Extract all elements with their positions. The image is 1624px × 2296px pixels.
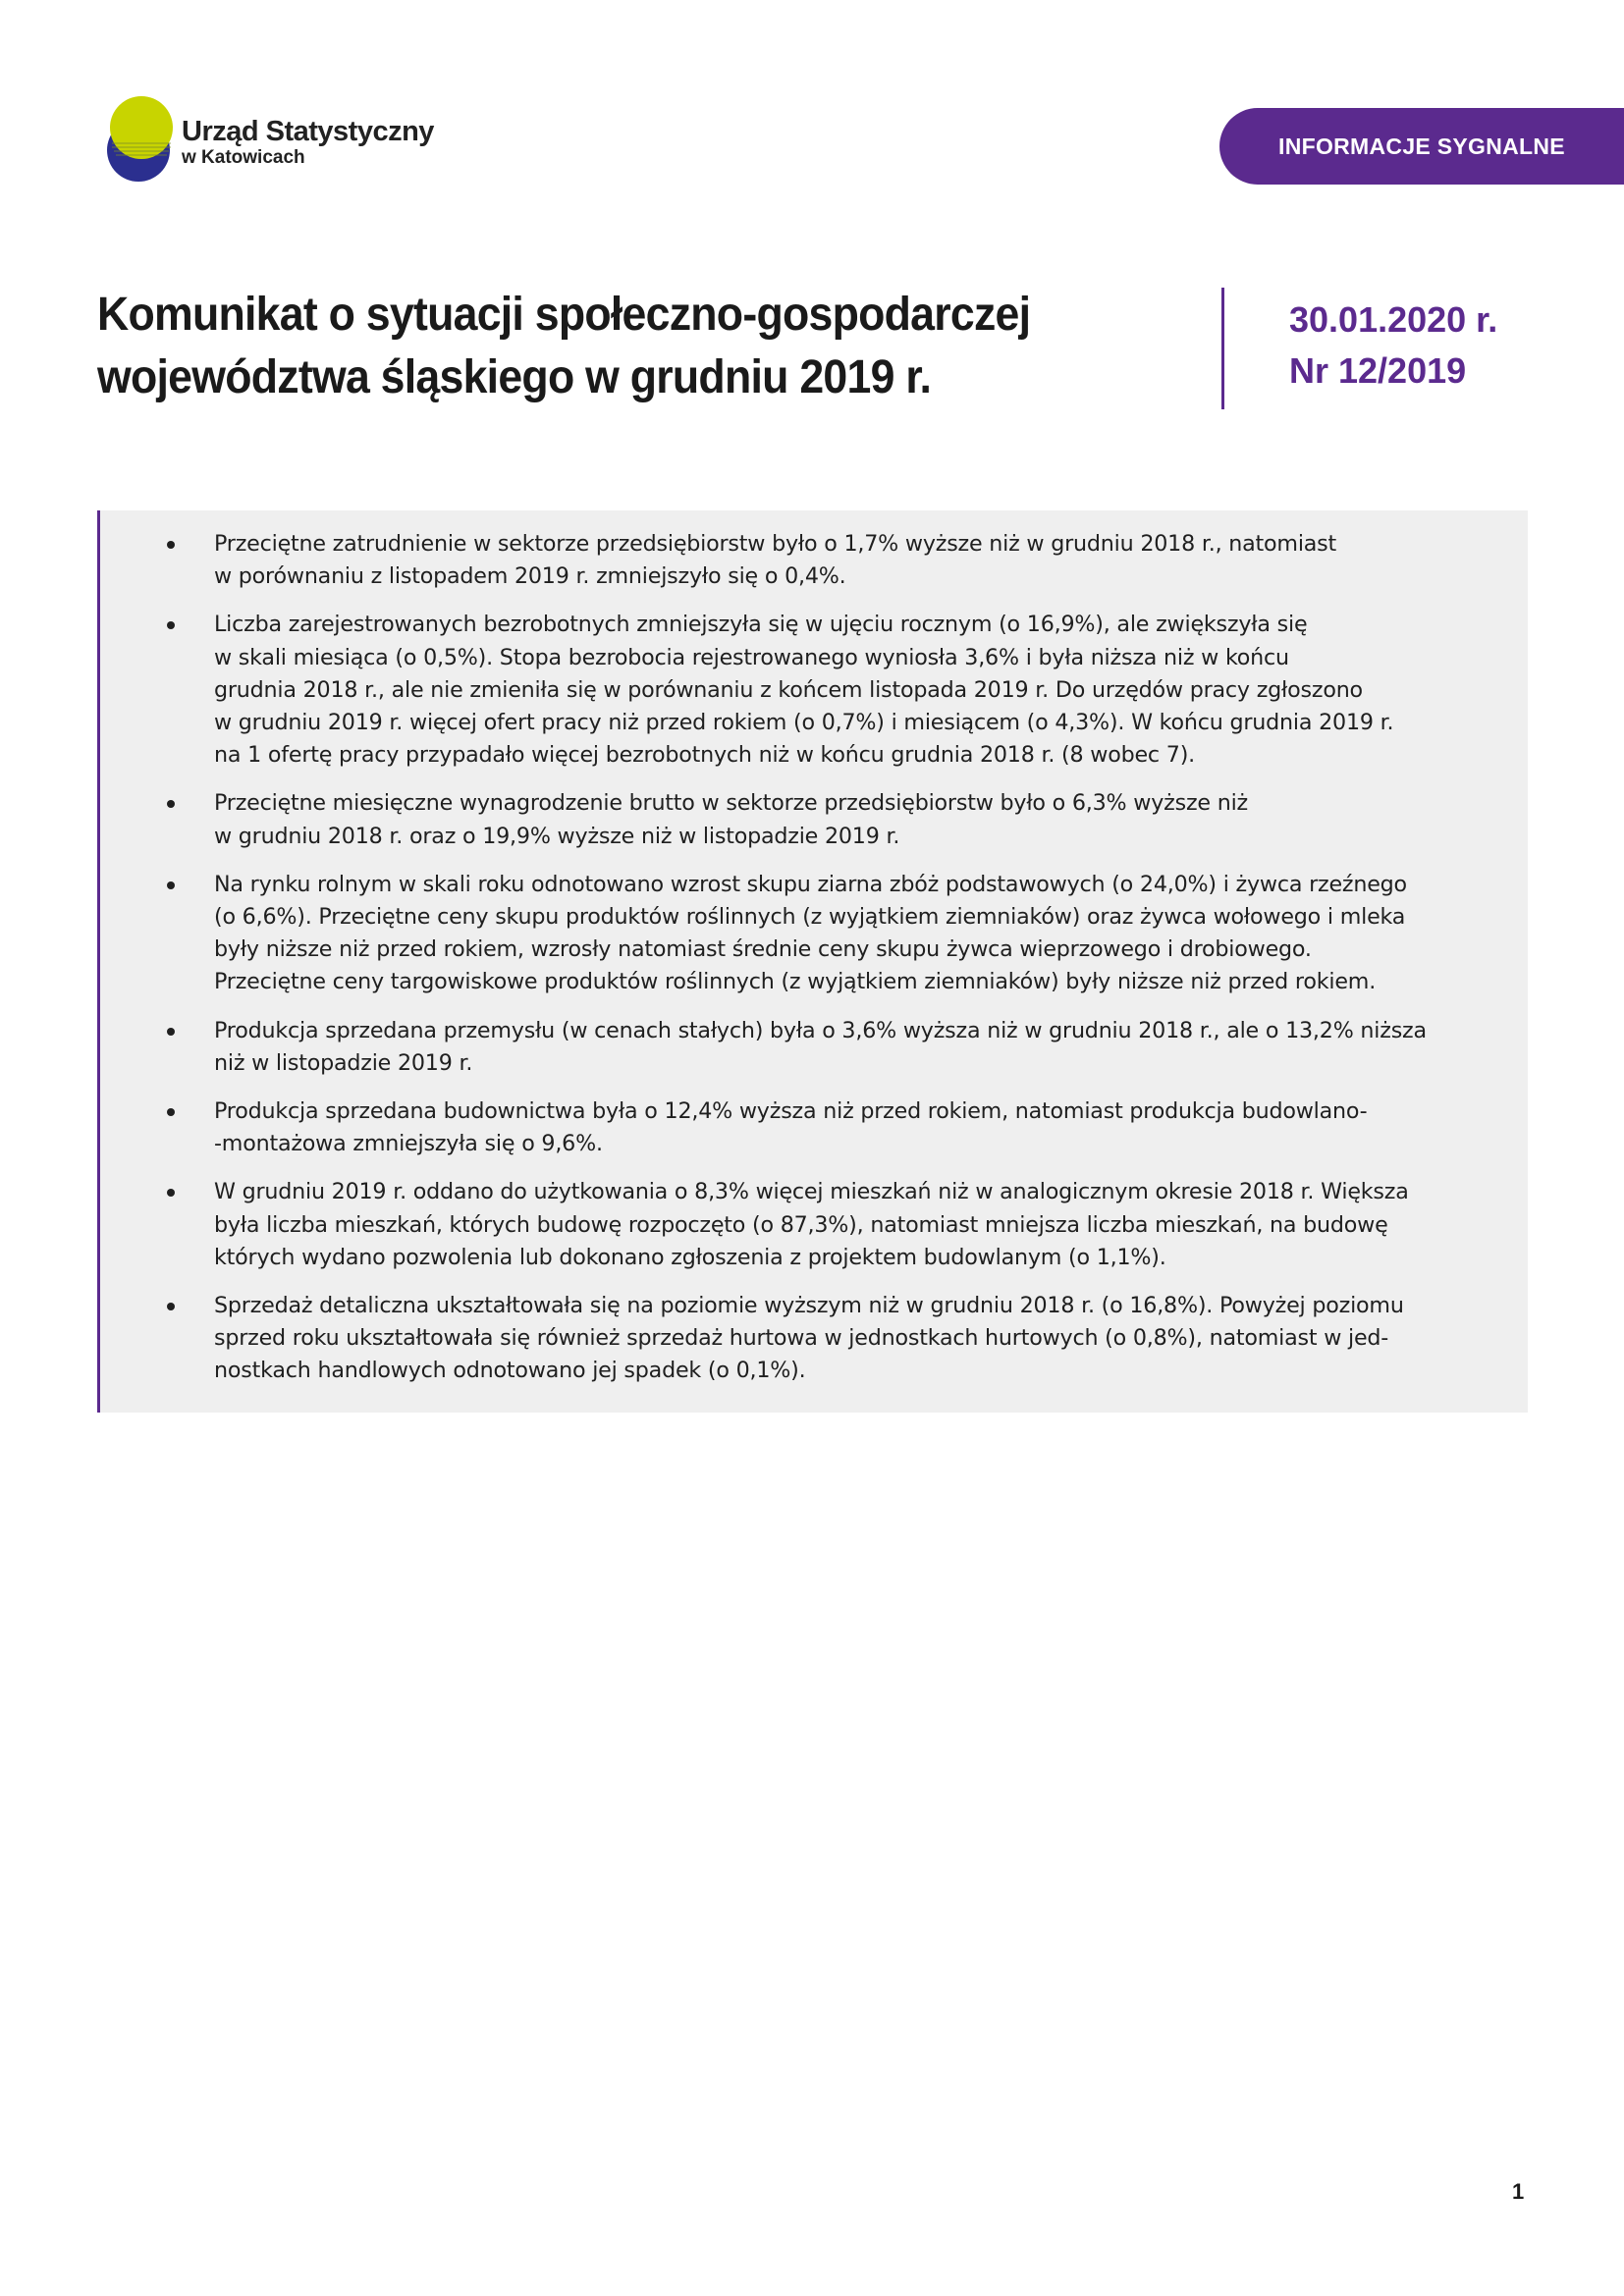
page-title [97, 284, 1120, 409]
list-item [166, 1015, 1489, 1080]
title-divider [1221, 288, 1224, 409]
list-item [166, 1095, 1489, 1160]
list-item-text: Produkcja sprzedana budownictwa była o 12,4% wyższa niż przed rokiem, natomiast produkcja budowlano- -montażowa zmniejszyła się o 9,6%. [214, 1098, 1368, 1157]
list-item [166, 609, 1489, 772]
release-number: Nr 12/2019 [1289, 350, 1467, 391]
institution-name [182, 116, 434, 169]
list-item [166, 869, 1489, 999]
bullet-icon [167, 1303, 175, 1310]
key-findings-panel [97, 510, 1528, 1413]
bullet-icon [167, 541, 175, 549]
list-item [166, 528, 1489, 593]
bullet-icon [167, 621, 175, 629]
institution-logo [106, 96, 440, 194]
page-title-line2: województwa śląskiego w grudniu 2019 r. [97, 351, 932, 403]
bullet-icon [167, 800, 175, 808]
list-item [166, 787, 1489, 852]
release-date: 30.01.2020 r. [1289, 299, 1498, 340]
list-item-text: Przeciętne miesięczne wynagrodzenie brutto w sektorze przedsiębiorstw było o 6,3% wyższe niż w grudniu 2018 r. oraz o 19,9% wyższe niż w listopadzie 2019 r. [214, 790, 1249, 849]
bullet-icon [167, 881, 175, 889]
institution-name-line2: w Katowicach [182, 147, 305, 168]
list-item-text: Produkcja sprzedana przemysłu (w cenach stałych) była o 3,6% wyższa niż w grudniu 2018 r., ale o 13,2% niższa niż w listopadzie 2019 r. [214, 1017, 1427, 1076]
page-title-line1: Komunikat o sytuacji społeczno-gospodarczej [97, 289, 1031, 341]
institution-name-line1: Urząd Statystyczny [182, 116, 434, 147]
logo-mark-icon [106, 96, 175, 194]
publication-type-tag: INFORMACJE SYGNALNE [1219, 108, 1624, 185]
list-item [166, 1290, 1489, 1388]
bullet-icon [167, 1108, 175, 1116]
bullet-icon [167, 1028, 175, 1036]
list-item-text: Przeciętne zatrudnienie w sektorze przedsiębiorstw było o 1,7% wyższe niż w grudniu 2018 r., natomiast w porównaniu z listopadem 2019 r. zmniejszyło się o 0,4%. [214, 531, 1337, 590]
release-meta [1289, 294, 1497, 397]
page-number: 1 [1512, 2179, 1525, 2204]
bullet-icon [167, 1189, 175, 1197]
list-item-text: Liczba zarejestrowanych bezrobotnych zmniejszyła się w ujęciu rocznym (o 16,9%), ale zwiększyła się w skali miesiąca (o 0,5%). Stopa bezrobocia rejestrowanego wyniosła 3,6% i była niższa niż w końcu grudnia 2018 r., ale nie zmieniła się w porównaniu z końcem listopada 2019 r. Do urzędów pracy zgłoszono w grudniu 2019 r. więcej ofert pracy niż przed rokiem (o 0,7%) i miesiącem (o 4,3%). W końcu grudnia 2019 r. na 1 ofertę pracy przypadało więcej bezrobotnych niż w końcu grudnia 2018 r. (8 wobec 7). [214, 612, 1394, 769]
list-item-text: W grudniu 2019 r. oddano do użytkowania o 8,3% więcej mieszkań niż w analogicznym okresie 2018 r. Większa była liczba mieszkań, których budowę rozpoczęto (o 87,3%), natomiast mniejsza liczba mieszkań, na budowę których wydano pozwolenia lub dokonano zgłoszenia z projektem budowlanym (o 1,1%). [214, 1179, 1409, 1270]
list-item-text: Sprzedaż detaliczna ukształtowała się na poziomie wyższym niż w grudniu 2018 r. (o 16,8%). Powyżej poziomu sprzed roku ukształtowała się również sprzedaż hurtowa w jednostkach hurtowych (o 0,8%), natomiast w jed- nostkach handlowych odnotowano jej spadek (o 0,1%). [214, 1293, 1404, 1384]
key-findings-list [166, 528, 1489, 1388]
list-item [166, 1176, 1489, 1274]
list-item-text: Na rynku rolnym w skali roku odnotowano wzrost skupu ziarna zbóż podstawowych (o 24,0%) i żywca rzeźnego (o 6,6%). Przeciętne ceny skupu produktów roślinnych (z wyjątkiem ziemniaków) oraz żywca wołowego i mleka były niższe niż przed rokiem, wzrosły natomiast średnie ceny skupu żywca wieprzowego i drobiowego. Przeciętne ceny targowiskowe produktów roślinnych (z wyjątkiem ziemniaków) były niższe niż przed rokiem. [214, 871, 1407, 995]
